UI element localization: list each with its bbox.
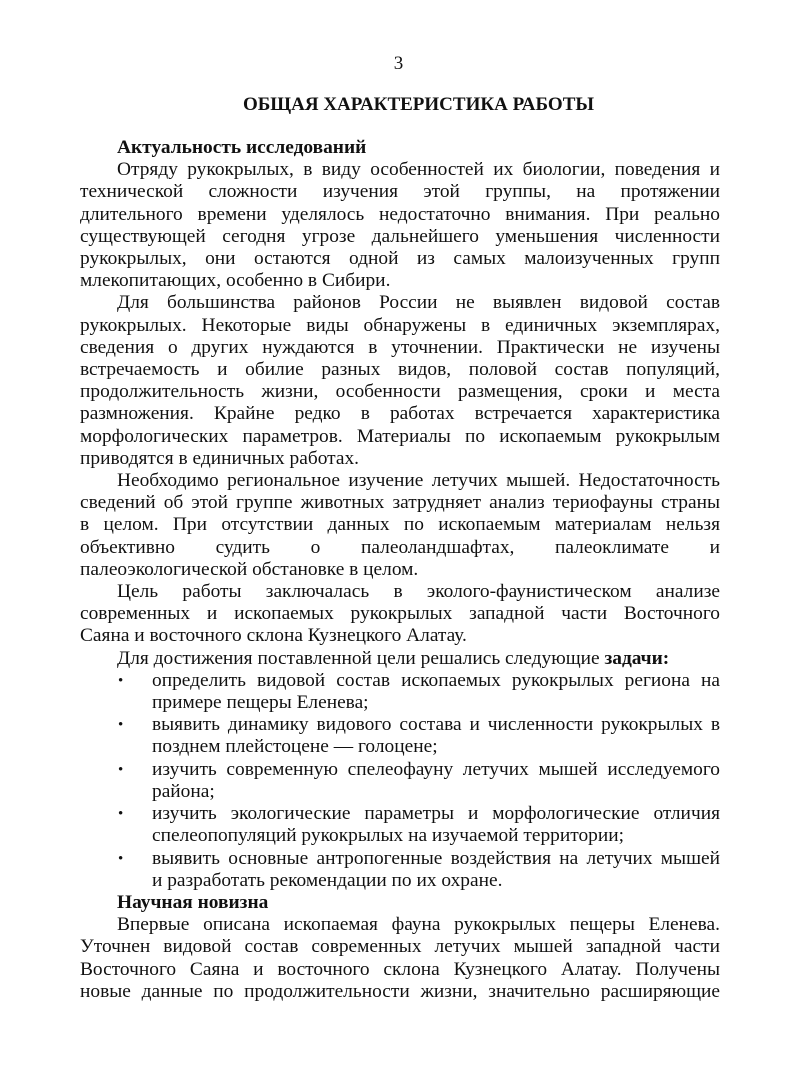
paragraph-relevance-3 — [80, 470, 720, 581]
text-line: сведений об этой группе животных затрудняет анализ териофауны страны — [80, 492, 720, 514]
text-line: Уточнен видовой состав современных летучих мышей западной части — [80, 936, 720, 958]
paragraph-goal — [80, 581, 720, 648]
document-body — [80, 137, 720, 1003]
tasks-keyword: задачи: — [604, 647, 670, 669]
list-item — [80, 759, 720, 803]
text-line: Для большинства районов России не выявлен видовой состав — [117, 292, 720, 314]
list-item — [80, 714, 720, 758]
text-line: размножения. Крайне редко в работах встречается характеристика — [80, 403, 720, 425]
text-line: позднем плейстоцене — голоцене; — [152, 736, 438, 758]
text-line: • выявить динамику видового состава и численности рукокрылых в — [152, 714, 720, 736]
list-item — [80, 848, 720, 892]
text-line: спелеопопуляций рукокрылых на изучаемой территории; — [152, 825, 625, 847]
tasks-list — [80, 670, 720, 892]
paragraph-novelty-1 — [80, 914, 720, 1003]
list-item — [80, 803, 720, 847]
text-line: рукокрылых. Некоторые виды обнаружены в единичных экземплярах, — [80, 314, 720, 336]
text-line: • изучить современную спелеофауну летучих мышей исследуемого — [152, 758, 720, 780]
text-line: объективно судить о палеоландшафтах, палеоклимате и — [80, 536, 720, 558]
text-line: палеоэкологической обстановке в целом. — [80, 558, 419, 580]
text-line: Необходимо региональное изучение летучих мышей. Недостаточность — [117, 470, 720, 492]
tasks-intro-text: Для достижения поставленной цели решались следующие — [117, 647, 605, 669]
text-line: Впервые описана ископаемая фауна рукокрылых пещеры Еленева. — [117, 914, 720, 936]
paragraph-relevance-1 — [80, 159, 720, 292]
text-line: • определить видовой состав ископаемых рукокрылых региона на — [152, 669, 720, 691]
text-line: района; — [152, 780, 215, 802]
page-number: 3 — [393, 53, 404, 74]
text-line: Саяна и восточного склона Кузнецкого Алатау. — [80, 625, 467, 647]
paragraph-relevance-2 — [80, 292, 720, 470]
text-line: длительного времени уделялось недостаточно внимания. При реально — [80, 203, 720, 225]
section-heading-novelty: Научная новизна — [117, 891, 269, 913]
list-item — [80, 670, 720, 714]
text-line: Восточного Саяна и восточного склона Кузнецкого Алатау. Получены — [80, 958, 720, 980]
text-line: и разработать рекомендации по их охране. — [152, 869, 503, 891]
text-line: новые данные по продолжительности жизни, значительно расширяющие — [80, 980, 720, 1002]
text-line: Отряду рукокрылых, в виду особенностей их биологии, поведения и — [117, 159, 720, 181]
text-line: в целом. При отсутствии данных по ископаемым материалам нельзя — [80, 514, 720, 536]
text-line: Цель работы заключалась в эколого-фаунистическом анализе — [117, 581, 720, 603]
document-title: ОБЩАЯ ХАРАКТЕРИСТИКА РАБОТЫ — [242, 94, 595, 115]
text-line: существующей сегодня угрозе дальнейшего уменьшения численности — [80, 225, 720, 247]
text-line: примере пещеры Еленева; — [152, 692, 369, 714]
text-line: • выявить основные антропогенные воздействия на летучих мышей — [152, 847, 720, 869]
text-line: сведения о других нуждаются в уточнении. Практически не изучены — [80, 336, 720, 358]
text-line: продолжительность жизни, особенности размещения, сроки и места — [80, 381, 720, 403]
paragraph-tasks-intro — [80, 648, 720, 670]
text-line: приводятся в единичных работах. — [80, 447, 359, 469]
text-line: млекопитающих, особенно в Сибири. — [80, 270, 391, 292]
text-line: технической сложности изучения этой группы, на протяжении — [80, 181, 720, 203]
text-line: встречаемость и обилие разных видов, половой состав популяций, — [80, 359, 720, 381]
text-line: рукокрылых, они остаются одной из самых малоизученных групп — [80, 248, 720, 270]
text-line: морфологических параметров. Материалы по ископаемым рукокрылым — [80, 425, 720, 447]
text-line: современных и ископаемых рукокрылых западной части Восточного — [80, 603, 720, 625]
section-heading-relevance: Актуальность исследований — [117, 137, 367, 158]
text-line: • изучить экологические параметры и морфологические отличия — [152, 803, 720, 825]
